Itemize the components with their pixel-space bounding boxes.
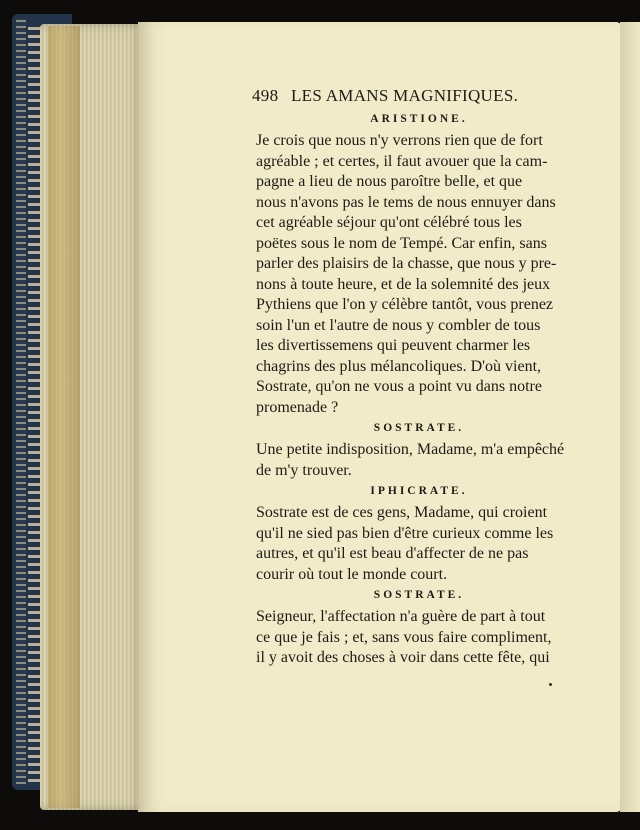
speaker-name: IPHICRATE.: [370, 485, 468, 497]
text-line: nons à toute heure, et de la solemnité des jeux: [256, 275, 551, 293]
text-line: ce que je fais ; et, sans vous faire compliment,: [256, 628, 552, 646]
text-line: Je crois que nous n'y verrons rien que de fort: [256, 132, 543, 149]
speech-paragraph: [256, 503, 582, 585]
text-line: Seigneur, l'affectation n'a guère de part à tout: [256, 608, 546, 625]
text-line: pagne a lieu de nous paroître belle, et que: [256, 173, 523, 190]
text-line: cet agréable séjour qu'ont célébré tous les: [256, 214, 522, 231]
speech-paragraph: [256, 440, 582, 481]
gilt-page-edge: [48, 26, 80, 808]
text-line: Une petite indisposition, Madame, m'a empêché: [256, 441, 565, 458]
text-line: agréable ; et certes, il faut avouer que la cam-: [256, 152, 548, 170]
text-line: de m'y trouver.: [256, 461, 352, 479]
text-line: autres, et qu'il est beau d'affecter de ne pas: [256, 545, 529, 562]
speech-paragraph: [256, 131, 582, 418]
text-line: il y avoit des choses à voir dans cette fête, qui: [256, 649, 550, 666]
running-head: [252, 86, 582, 106]
text-line: Sostrate est de ces gens, Madame, qui croient: [256, 504, 548, 521]
speech-paragraph: [256, 607, 582, 669]
text-line: courir où tout le monde court.: [256, 565, 448, 583]
speaker-name: SOSTRATE.: [373, 589, 465, 601]
text-line: Pythiens que l'on y célèbre tantôt, vous prenez: [256, 296, 554, 313]
text-line: les divertissemens qui peuvent charmer les: [256, 337, 531, 354]
speeches: [256, 113, 582, 669]
text-line: parler des plaisirs de la chasse, que nous y pre-: [256, 255, 557, 272]
page-right-edge: [620, 22, 640, 812]
page-text: [252, 86, 582, 669]
text-line: poëtes sous le nom de Tempé. Car enfin, sans: [256, 234, 547, 252]
running-title: LES AMANS MAGNIFIQUES.: [290, 86, 519, 105]
ink-dot: [549, 683, 552, 686]
speaker-name: ARISTIONE.: [370, 113, 468, 125]
speaker-name: SOSTRATE.: [373, 422, 465, 434]
cover-border-pattern: [16, 18, 26, 784]
text-line: nous n'avons pas le tems de nous ennuyer dans: [256, 193, 556, 211]
text-line: promenade ?: [256, 398, 339, 416]
text-line: qu'il ne sied pas bien d'être curieux comme les: [256, 524, 554, 542]
text-line: soin l'un et l'autre de nous y combler de tous: [256, 316, 541, 334]
page-number: 498: [252, 86, 279, 105]
text-line: Sostrate, qu'on ne vous a point vu dans notre: [256, 378, 542, 395]
text-line: chagrins des plus mélancoliques. D'où vient,: [256, 357, 542, 375]
